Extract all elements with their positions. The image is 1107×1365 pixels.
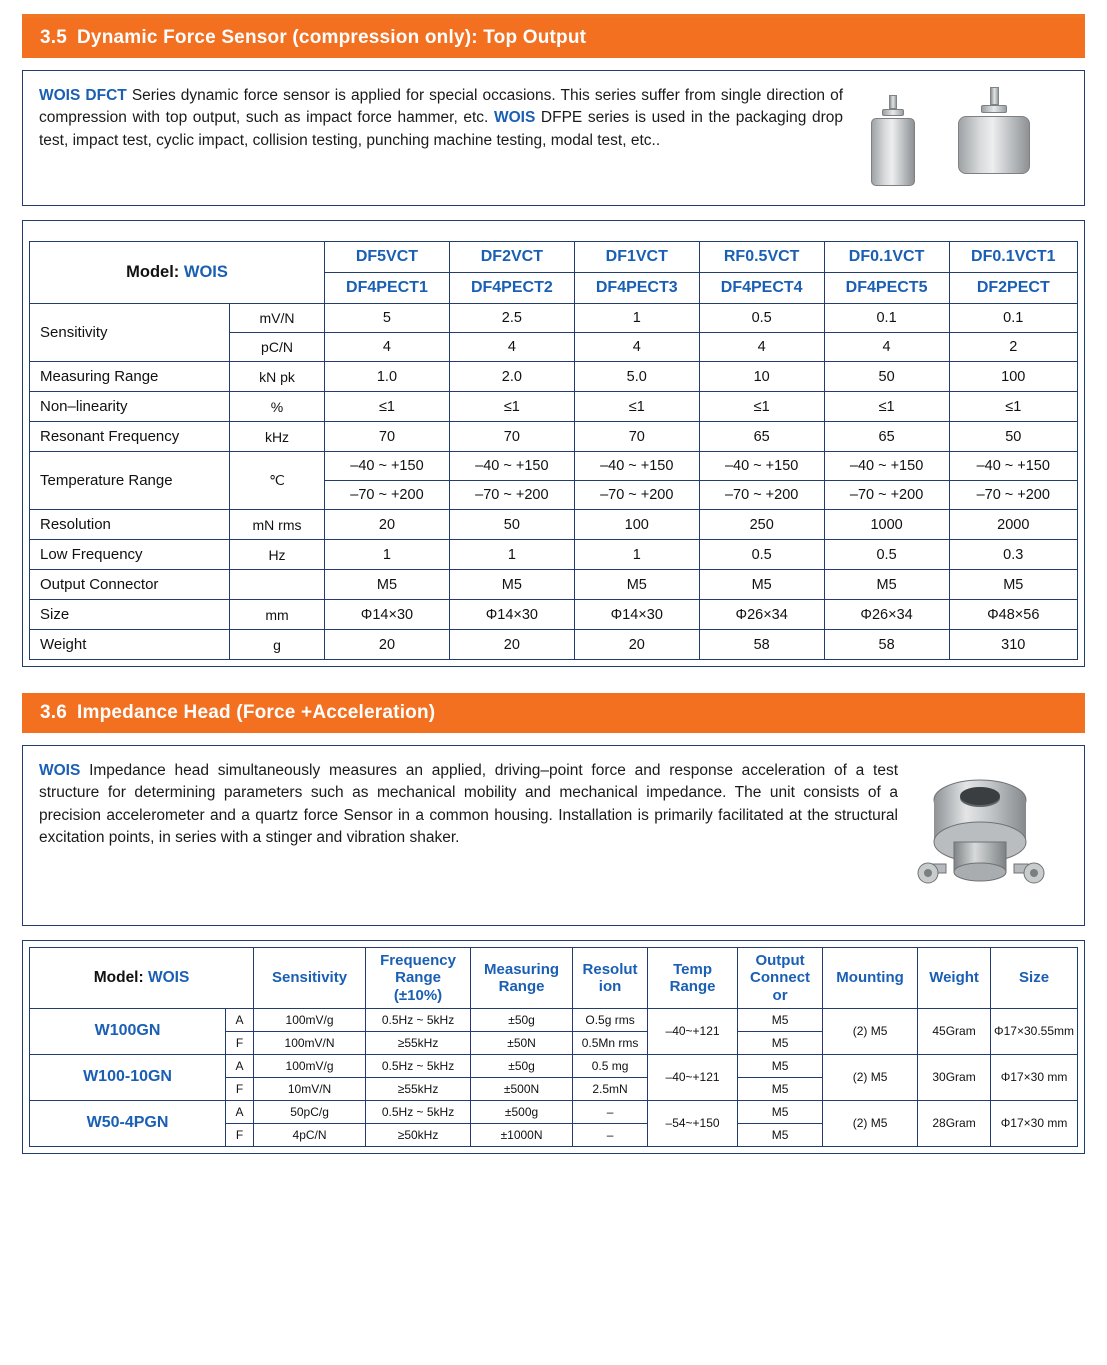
cell: M5 bbox=[574, 570, 699, 600]
intro-panel-3-6 bbox=[22, 745, 1085, 926]
af-label: F bbox=[226, 1123, 254, 1146]
table-row bbox=[30, 304, 1078, 333]
impedance-head-image bbox=[908, 760, 1068, 915]
cell: 20 bbox=[325, 630, 450, 660]
col-header-5: DF0.1VCT bbox=[824, 242, 949, 273]
row-unit: mm bbox=[230, 600, 325, 630]
cell: 70 bbox=[574, 422, 699, 452]
af-label: F bbox=[226, 1077, 254, 1100]
table-row bbox=[30, 242, 1078, 273]
table1-wrapper bbox=[22, 220, 1085, 667]
cell: 2.5 bbox=[449, 304, 574, 333]
cell: 5.0 bbox=[574, 362, 699, 392]
cell: 2 bbox=[949, 333, 1077, 362]
cell: 310 bbox=[949, 630, 1077, 660]
row-label-size: Size bbox=[30, 600, 230, 630]
model-name: W100-10GN bbox=[30, 1054, 226, 1100]
model-label-cell bbox=[30, 242, 325, 304]
model-name: W100GN bbox=[30, 1008, 226, 1054]
header-line-2: Connect bbox=[750, 969, 811, 987]
header-line-3: or bbox=[772, 986, 788, 1004]
col-header-4: RF0.5VCT bbox=[699, 242, 824, 273]
cell: M5 bbox=[949, 570, 1077, 600]
row-unit: Hz bbox=[230, 540, 325, 570]
intro-text-part2: DFPE series is used in the packaging drop test, impact test, cyclic impact, collision testing, punching machine testing, modal test, etc.. bbox=[39, 109, 843, 149]
cell-resolution: O.5g rms bbox=[573, 1008, 648, 1031]
cell: –70 ~ +200 bbox=[699, 481, 824, 510]
cell-connector: M5 bbox=[738, 1077, 823, 1100]
col-header-3: DF1VCT bbox=[574, 242, 699, 273]
section-header-3-5 bbox=[22, 18, 1085, 58]
cell-temp: –40~+121 bbox=[648, 1054, 738, 1100]
intro-text-part: Impedance head simultaneously measures an applied, driving–point force and response acceleration of a test structure for determining parameters such as mechanical mobility and mechanical impedance. The unit consists of a precision accelerometer and a quartz force Sensor in a common housing. Installation is primarily facilitated at the structural excitation points, in series with a stinger and vibration shaker. bbox=[39, 762, 898, 847]
table-row bbox=[30, 630, 1078, 660]
header-line-1: Temp bbox=[673, 960, 712, 978]
cell-resolution: 0.5Mn rms bbox=[573, 1031, 648, 1054]
cell: –40 ~ +150 bbox=[949, 452, 1077, 481]
table-row bbox=[30, 362, 1078, 392]
cell: 70 bbox=[325, 422, 450, 452]
col-header-6: DF0.1VCT1 bbox=[949, 242, 1077, 273]
model-name: W50-4PGN bbox=[30, 1100, 226, 1146]
cell: 4 bbox=[824, 333, 949, 362]
cell: –70 ~ +200 bbox=[574, 481, 699, 510]
cell-frequency: 0.5Hz ~ 5kHz bbox=[366, 1100, 471, 1123]
header-sensitivity: Sensitivity bbox=[254, 948, 366, 1009]
cell: M5 bbox=[325, 570, 450, 600]
cell: 0.3 bbox=[949, 540, 1077, 570]
cell-frequency: 0.5Hz ~ 5kHz bbox=[366, 1008, 471, 1031]
row-unit bbox=[230, 570, 325, 600]
af-label: A bbox=[226, 1008, 254, 1031]
cell-sensitivity: 4pC/N bbox=[254, 1123, 366, 1146]
cell-frequency: ≥55kHz bbox=[366, 1031, 471, 1054]
cell-mounting: (2) M5 bbox=[823, 1008, 918, 1054]
cell-size: Φ17×30 mm bbox=[991, 1054, 1078, 1100]
cell-sensitivity: 50pC/g bbox=[254, 1100, 366, 1123]
cell: 0.1 bbox=[824, 304, 949, 333]
section-title: Dynamic Force Sensor (compression only): Top Output bbox=[77, 27, 587, 48]
row-unit: % bbox=[230, 392, 325, 422]
cell-weight: 45Gram bbox=[918, 1008, 991, 1054]
col-header-2: DF2VCT bbox=[449, 242, 574, 273]
cell-mounting: (2) M5 bbox=[823, 1054, 918, 1100]
header-line-2: ion bbox=[598, 977, 622, 995]
col-header-1: DF5VCT bbox=[325, 242, 450, 273]
cell-resolution: – bbox=[573, 1100, 648, 1123]
cell: –70 ~ +200 bbox=[449, 481, 574, 510]
cell: 58 bbox=[824, 630, 949, 660]
row-unit: kN pk bbox=[230, 362, 325, 392]
header-frequency-range bbox=[366, 948, 471, 1009]
table-row bbox=[30, 422, 1078, 452]
cell: 100 bbox=[574, 510, 699, 540]
cell: M5 bbox=[824, 570, 949, 600]
cell-size: Φ17×30 mm bbox=[991, 1100, 1078, 1146]
row-unit: kHz bbox=[230, 422, 325, 452]
cell: 4 bbox=[449, 333, 574, 362]
cell: 0.5 bbox=[699, 304, 824, 333]
header-line-1: Measuring bbox=[484, 960, 560, 978]
row-label-output-connector: Output Connector bbox=[30, 570, 230, 600]
cell: 100 bbox=[949, 362, 1077, 392]
cell-frequency: 0.5Hz ~ 5kHz bbox=[366, 1054, 471, 1077]
brand-wois-3: WOIS bbox=[39, 762, 81, 779]
cell: 1.0 bbox=[325, 362, 450, 392]
col-subheader-2: DF4PECT2 bbox=[449, 273, 574, 304]
model-label-prefix: Model: bbox=[126, 263, 184, 281]
table-row bbox=[30, 570, 1078, 600]
header-weight: Weight bbox=[918, 948, 991, 1009]
cell: 10 bbox=[699, 362, 824, 392]
cell: 58 bbox=[699, 630, 824, 660]
table-row bbox=[30, 1054, 1078, 1077]
section-title: Impedance Head (Force +Acceleration) bbox=[77, 702, 436, 723]
cell: –70 ~ +200 bbox=[949, 481, 1077, 510]
header-line-2: Range bbox=[498, 977, 545, 995]
row-label-measuring-range: Measuring Range bbox=[30, 362, 230, 392]
cell-measuring: ±50g bbox=[471, 1054, 573, 1077]
cell: 1000 bbox=[824, 510, 949, 540]
cell-resolution: 0.5 mg bbox=[573, 1054, 648, 1077]
cell: 1 bbox=[574, 540, 699, 570]
cell-measuring: ±500g bbox=[471, 1100, 573, 1123]
table2-wrapper bbox=[22, 940, 1085, 1154]
row-label-resonant-frequency: Resonant Frequency bbox=[30, 422, 230, 452]
intro-panel-3-5 bbox=[22, 70, 1085, 206]
cell: Φ26×34 bbox=[699, 600, 824, 630]
section-header-3-6 bbox=[22, 693, 1085, 733]
dynamic-force-sensor-table bbox=[29, 241, 1078, 660]
row-label-resolution: Resolution bbox=[30, 510, 230, 540]
cell: ≤1 bbox=[449, 392, 574, 422]
cell: 20 bbox=[325, 510, 450, 540]
header-line-1: Output bbox=[755, 952, 805, 969]
model-label-prefix-2: Model: bbox=[93, 968, 148, 986]
col-subheader-4: DF4PECT4 bbox=[699, 273, 824, 304]
cell: –40 ~ +150 bbox=[325, 452, 450, 481]
af-label: A bbox=[226, 1054, 254, 1077]
table-row bbox=[30, 540, 1078, 570]
table-row bbox=[30, 600, 1078, 630]
header-temp-range bbox=[648, 948, 738, 1009]
cell: 0.5 bbox=[824, 540, 949, 570]
cell-measuring: ±50g bbox=[471, 1008, 573, 1031]
cell-connector: M5 bbox=[738, 1100, 823, 1123]
cell: 20 bbox=[574, 630, 699, 660]
header-size: Size bbox=[991, 948, 1078, 1009]
cell: –40 ~ +150 bbox=[699, 452, 824, 481]
header-line-3: (±10%) bbox=[393, 986, 443, 1004]
af-label: F bbox=[226, 1031, 254, 1054]
cell-mounting: (2) M5 bbox=[823, 1100, 918, 1146]
header-output-connector bbox=[738, 948, 823, 1009]
cell: 4 bbox=[574, 333, 699, 362]
intro-text-3-6 bbox=[39, 760, 898, 850]
cell-frequency: ≥55kHz bbox=[366, 1077, 471, 1100]
cell-sensitivity: 100mV/N bbox=[254, 1031, 366, 1054]
section-number: 3.5 bbox=[40, 27, 68, 48]
header-mounting: Mounting bbox=[823, 948, 918, 1009]
row-label-low-frequency: Low Frequency bbox=[30, 540, 230, 570]
col-subheader-1: DF4PECT1 bbox=[325, 273, 450, 304]
table-row bbox=[30, 948, 1078, 1009]
cell-connector: M5 bbox=[738, 1054, 823, 1077]
cell-resolution: 2.5mN bbox=[573, 1077, 648, 1100]
af-label: A bbox=[226, 1100, 254, 1123]
cell: 20 bbox=[449, 630, 574, 660]
model-label-brand-2: WOIS bbox=[147, 968, 190, 986]
cell-sensitivity: 100mV/g bbox=[254, 1054, 366, 1077]
cell: ≤1 bbox=[574, 392, 699, 422]
cell: ≤1 bbox=[824, 392, 949, 422]
cell: Φ14×30 bbox=[449, 600, 574, 630]
row-unit: g bbox=[230, 630, 325, 660]
cell-weight: 28Gram bbox=[918, 1100, 991, 1146]
cell: –70 ~ +200 bbox=[325, 481, 450, 510]
cell-measuring: ±500N bbox=[471, 1077, 573, 1100]
cell: Φ26×34 bbox=[824, 600, 949, 630]
row-label-temperature-range: Temperature Range bbox=[30, 452, 230, 510]
brand-wois-2: WOIS bbox=[493, 109, 536, 127]
impedance-head-svg bbox=[908, 760, 1068, 910]
cell: Φ14×30 bbox=[325, 600, 450, 630]
row-unit: mV/N bbox=[230, 304, 325, 333]
header-line-2: Range bbox=[395, 969, 441, 987]
cell: 0.5 bbox=[699, 540, 824, 570]
cell-measuring: ±50N bbox=[471, 1031, 573, 1054]
cell-resolution: – bbox=[573, 1123, 648, 1146]
header-measuring-range bbox=[471, 948, 573, 1009]
cell-connector: M5 bbox=[738, 1123, 823, 1146]
model-label-cell-2 bbox=[30, 948, 254, 1009]
table-row bbox=[30, 510, 1078, 540]
cell: –40 ~ +150 bbox=[449, 452, 574, 481]
table-row bbox=[30, 1008, 1078, 1031]
cell-size: Φ17×30.55mm bbox=[991, 1008, 1078, 1054]
section-number: 3.6 bbox=[40, 702, 68, 723]
cell: 250 bbox=[699, 510, 824, 540]
cell: –40 ~ +150 bbox=[824, 452, 949, 481]
cell: 1 bbox=[325, 540, 450, 570]
cell: 50 bbox=[824, 362, 949, 392]
table-row bbox=[30, 452, 1078, 481]
cell-temp: –40~+121 bbox=[648, 1008, 738, 1054]
row-unit: pC/N bbox=[230, 333, 325, 362]
row-label-weight: Weight bbox=[30, 630, 230, 660]
col-subheader-3: DF4PECT3 bbox=[574, 273, 699, 304]
cell: 4 bbox=[325, 333, 450, 362]
header-line-1: Frequency bbox=[380, 952, 456, 969]
cell-frequency: ≥50kHz bbox=[366, 1123, 471, 1146]
cell-weight: 30Gram bbox=[918, 1054, 991, 1100]
brand-wois: WOIS bbox=[39, 87, 81, 104]
cell-sensitivity: 100mV/g bbox=[254, 1008, 366, 1031]
col-subheader-6: DF2PECT bbox=[949, 273, 1077, 304]
header-line-1: Resolut bbox=[582, 960, 638, 978]
cell-sensitivity: 10mV/N bbox=[254, 1077, 366, 1100]
cell: –70 ~ +200 bbox=[824, 481, 949, 510]
cell: Φ14×30 bbox=[574, 600, 699, 630]
cell-measuring: ±1000N bbox=[471, 1123, 573, 1146]
section-spacer bbox=[22, 667, 1085, 693]
cell: 5 bbox=[325, 304, 450, 333]
cell-connector: M5 bbox=[738, 1031, 823, 1054]
cell: ≤1 bbox=[699, 392, 824, 422]
cell: 0.1 bbox=[949, 304, 1077, 333]
cell: 2000 bbox=[949, 510, 1077, 540]
table-row bbox=[30, 1100, 1078, 1123]
cell: 4 bbox=[699, 333, 824, 362]
cell: 50 bbox=[949, 422, 1077, 452]
cell-connector: M5 bbox=[738, 1008, 823, 1031]
intro-text-3-5 bbox=[39, 85, 843, 152]
header-resolution bbox=[573, 948, 648, 1009]
cell: ≤1 bbox=[949, 392, 1077, 422]
cell: M5 bbox=[449, 570, 574, 600]
cell: 1 bbox=[574, 304, 699, 333]
row-unit: ℃ bbox=[230, 452, 325, 510]
cell: 1 bbox=[449, 540, 574, 570]
document-page bbox=[0, 14, 1107, 1365]
cell: 2.0 bbox=[449, 362, 574, 392]
table-row bbox=[30, 392, 1078, 422]
model-label-brand: WOIS bbox=[183, 263, 228, 281]
row-label-non-linearity: Non–linearity bbox=[30, 392, 230, 422]
cell: M5 bbox=[699, 570, 824, 600]
impedance-head-table bbox=[29, 947, 1078, 1147]
row-label-sensitivity: Sensitivity bbox=[30, 304, 230, 362]
cell: 70 bbox=[449, 422, 574, 452]
row-unit: mN rms bbox=[230, 510, 325, 540]
cell: Φ48×56 bbox=[949, 600, 1077, 630]
cell: –40 ~ +150 bbox=[574, 452, 699, 481]
header-line-2: Range bbox=[669, 977, 716, 995]
intro-text-part1: Series dynamic force sensor is applied for special occasions. This series suffer from single direction of compression with top output, such as impact force hammer, etc. bbox=[39, 87, 843, 127]
cell-temp: –54~+150 bbox=[648, 1100, 738, 1146]
col-subheader-5: DF4PECT5 bbox=[824, 273, 949, 304]
cell: 65 bbox=[699, 422, 824, 452]
cell: 50 bbox=[449, 510, 574, 540]
brand-dfct: DFCT bbox=[85, 87, 127, 104]
cell: ≤1 bbox=[325, 392, 450, 422]
cell: 65 bbox=[824, 422, 949, 452]
dynamic-force-sensor-image bbox=[853, 85, 1068, 195]
